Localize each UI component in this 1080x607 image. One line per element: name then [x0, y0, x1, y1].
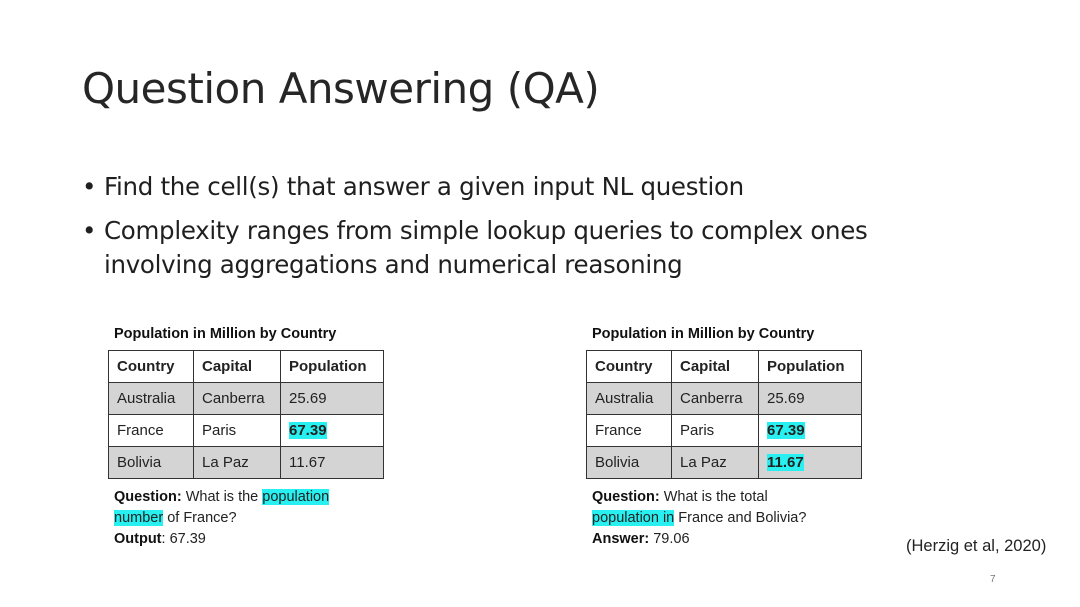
header-population: Population	[759, 351, 862, 383]
answer-label: Answer:	[592, 531, 650, 547]
question-highlight: population in	[592, 510, 675, 526]
table-row	[587, 447, 862, 479]
bullet-list	[82, 170, 982, 292]
question-label: Question:	[592, 489, 660, 505]
page-number: 7	[990, 574, 996, 585]
table-cell: Canberra	[194, 383, 281, 415]
question-text: of France?	[163, 510, 237, 526]
bullet-dot-icon: •	[82, 172, 97, 201]
highlighted-answer-cell: 67.39	[767, 422, 805, 439]
table-header-row	[109, 351, 384, 383]
table-cell	[759, 415, 862, 447]
output-value: : 67.39	[161, 531, 206, 547]
bullet-item: • Find the cell(s) that answer a given input NL question	[82, 170, 982, 204]
highlighted-answer-cell: 11.67	[767, 454, 804, 471]
table-cell: Paris	[194, 415, 281, 447]
table-cell: 25.69	[759, 383, 862, 415]
table-title: Population in Million by Country	[592, 326, 815, 342]
table-title: Population in Million by Country	[114, 326, 337, 342]
header-population: Population	[281, 351, 384, 383]
question-text: What is the	[185, 489, 263, 505]
table-cell	[281, 415, 384, 447]
slide-title: Question Answering (QA)	[82, 64, 600, 113]
example-lookup	[108, 326, 438, 550]
question-block	[114, 487, 438, 550]
table-cell: France	[109, 415, 194, 447]
table-cell: 25.69	[281, 383, 384, 415]
citation: (Herzig et al, 2020)	[906, 537, 1047, 555]
population-table	[108, 350, 384, 479]
output-label: Output	[114, 531, 162, 547]
table-row	[587, 415, 862, 447]
table-cell: France	[587, 415, 672, 447]
bullet-dot-icon: •	[82, 216, 97, 245]
question-highlight: population	[262, 489, 330, 505]
population-table	[586, 350, 862, 479]
table-row	[109, 383, 384, 415]
table-cell: Australia	[587, 383, 672, 415]
table-cell: La Paz	[194, 447, 281, 479]
header-country: Country	[109, 351, 194, 383]
table-row	[109, 415, 384, 447]
table-cell: Canberra	[672, 383, 759, 415]
bullet-item: • Complexity ranges from simple lookup queries to complex ones involving aggregations and numerical reasoning	[82, 216, 868, 279]
question-text: What is the total	[663, 489, 768, 505]
question-text: France and Bolivia?	[674, 510, 807, 526]
question-label: Question:	[114, 489, 182, 505]
header-country: Country	[587, 351, 672, 383]
table-cell: 11.67	[281, 447, 384, 479]
header-capital: Capital	[194, 351, 281, 383]
table-header-row	[587, 351, 862, 383]
table-row	[109, 447, 384, 479]
table-cell: Bolivia	[587, 447, 672, 479]
table-cell	[759, 447, 862, 479]
highlighted-answer-cell: 67.39	[289, 422, 327, 439]
answer-value: 79.06	[649, 531, 690, 547]
table-cell: Australia	[109, 383, 194, 415]
example-aggregation	[586, 326, 916, 550]
header-capital: Capital	[672, 351, 759, 383]
question-highlight: number	[114, 510, 164, 526]
question-block	[592, 487, 916, 550]
table-cell: La Paz	[672, 447, 759, 479]
table-row	[587, 383, 862, 415]
table-cell: Bolivia	[109, 447, 194, 479]
table-cell: Paris	[672, 415, 759, 447]
